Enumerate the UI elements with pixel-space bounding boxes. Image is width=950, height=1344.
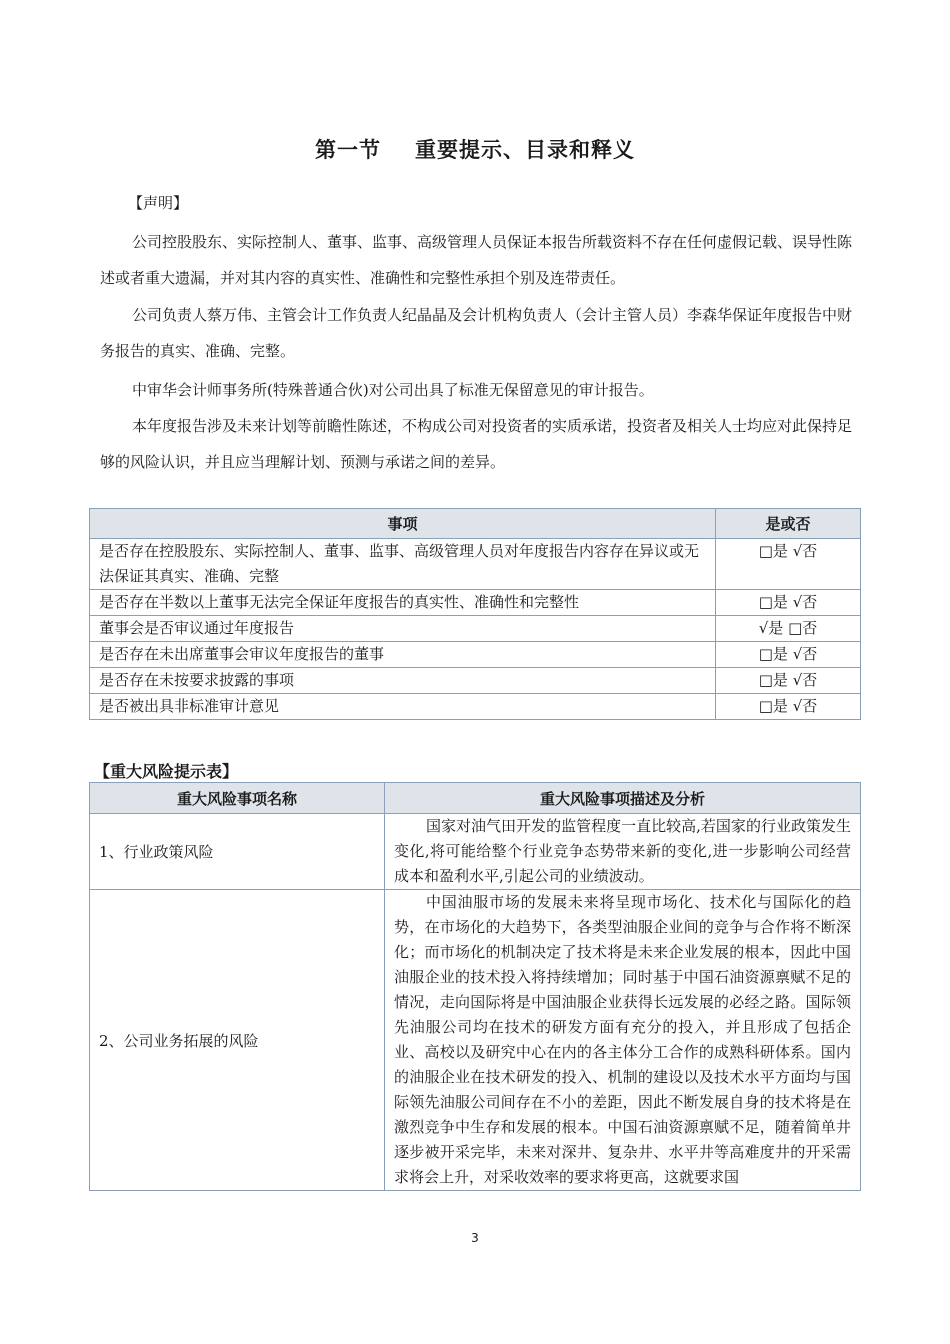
matter-item: 是否存在未出席董事会审议年度报告的董事 bbox=[90, 642, 716, 668]
declaration-heading: 【声明】 bbox=[128, 194, 189, 212]
table-row bbox=[90, 814, 861, 890]
table-row bbox=[90, 694, 861, 720]
table-row bbox=[90, 539, 861, 590]
table-row bbox=[90, 890, 861, 1191]
matter-answer: □是 √否 bbox=[716, 539, 861, 590]
paragraph-responsible-persons: 公司负责人蔡万伟、主管会计工作负责人纪晶晶及会计机构负责人（会计主管人员）李森华保证年度报告中财务报告的真实、准确、完整。 bbox=[100, 306, 853, 360]
matter-item: 是否存在未按要求披露的事项 bbox=[90, 668, 716, 694]
risk-header-name: 重大风险事项名称 bbox=[90, 783, 385, 814]
matter-answer: □是 √否 bbox=[716, 590, 861, 616]
matters-table-header bbox=[90, 509, 861, 539]
table-row bbox=[90, 642, 861, 668]
matters-header-item: 事项 bbox=[90, 509, 716, 539]
matter-item: 是否存在半数以上董事无法完全保证年度报告的真实性、准确性和完整性 bbox=[90, 590, 716, 616]
matters-table bbox=[89, 508, 861, 720]
paragraph-guarantee: 公司控股股东、实际控制人、董事、监事、高级管理人员保证本报告所载资料不存在任何虚假记载、误导性陈述或者重大遗漏，并对其内容的真实性、准确性和完整性承担个别及连带责任。 bbox=[100, 233, 853, 287]
matter-answer: □是 √否 bbox=[716, 694, 861, 720]
matter-item: 是否被出具非标准审计意见 bbox=[90, 694, 716, 720]
matter-item: 是否存在控股股东、实际控制人、董事、监事、高级管理人员对年度报告内容存在异议或无法保证其真实、准确、完整 bbox=[90, 539, 716, 590]
table-row bbox=[90, 616, 861, 642]
section-name: 重要提示、目录和释义 bbox=[415, 138, 635, 162]
matter-answer: √是 □否 bbox=[716, 616, 861, 642]
table-row bbox=[90, 590, 861, 616]
risk-table bbox=[89, 782, 861, 1191]
risk-name: 2、公司业务拓展的风险 bbox=[90, 890, 385, 1191]
risk-table-header bbox=[90, 783, 861, 814]
page-number: 3 bbox=[471, 1231, 479, 1245]
risk-description: 国家对油气田开发的监管程度一直比较高,若国家的行业政策发生变化,将可能给整个行业竞争态势带来新的变化,进一步影响公司经营成本和盈利水平,引起公司的业绩波动。 bbox=[385, 814, 861, 890]
matter-answer: □是 √否 bbox=[716, 668, 861, 694]
paragraph-auditor: 中审华会计师事务所(特殊普通合伙)对公司出具了标准无保留意见的审计报告。 bbox=[132, 381, 654, 399]
risk-description: 中国油服市场的发展未来将呈现市场化、技术化与国际化的趋势，在市场化的大趋势下，各类型油服企业间的竞争与合作将不断深化；而市场化的机制决定了技术将是未来企业发展的根本，因此中国油服企业的技术投入将持续增加；同时基于中国石油资源禀赋不足的情况，走向国际将是中国油服企业获得长远发展的必经之路。国际领先油服公司均在技术的研发方面有充分的投入，并且形成了包括企业、高校以及研究中心在内的各主体分工合作的成熟科研体系。国内的油服企业在技术研发的投入、机制的建设以及技术水平方面均与国际领先油服公司间存在不小的差距，因此不断发展自身的技术将是在激烈竞争中生存和发展的根本。中国石油资源禀赋不足，随着简单井逐步被开采完毕，未来对深井、复杂井、水平井等高难度井的开采需求将会上升，对采收效率的要求将更高，这就要求国 bbox=[385, 890, 861, 1191]
risk-table-heading: 【重大风险提示表】 bbox=[94, 762, 239, 781]
paragraph-forward-looking: 本年度报告涉及未来计划等前瞻性陈述，不构成公司对投资者的实质承诺，投资者及相关人士均应对此保持足够的风险认识，并且应当理解计划、预测与承诺之间的差异。 bbox=[100, 417, 853, 471]
risk-name: 1、行业政策风险 bbox=[90, 814, 385, 890]
table-row bbox=[90, 668, 861, 694]
section-title bbox=[0, 134, 950, 164]
matter-item: 董事会是否审议通过年度报告 bbox=[90, 616, 716, 642]
matter-answer: □是 √否 bbox=[716, 642, 861, 668]
section-number: 第一节 bbox=[315, 138, 381, 162]
risk-header-desc: 重大风险事项描述及分析 bbox=[385, 783, 861, 814]
matters-header-answer: 是或否 bbox=[716, 509, 861, 539]
